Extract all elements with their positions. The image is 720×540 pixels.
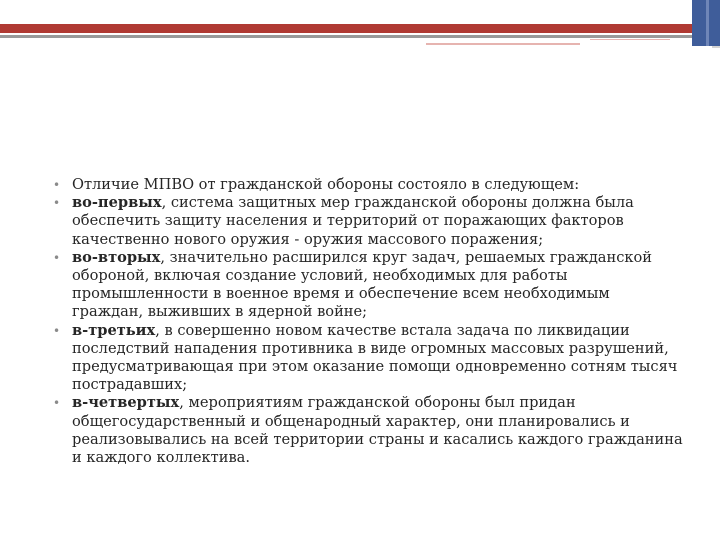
bullet-lead: в-третьих	[72, 321, 156, 339]
header-accent-line	[590, 39, 670, 40]
slide-body	[52, 176, 684, 467]
bullet-icon: •	[53, 178, 61, 192]
header-accent-line	[426, 43, 580, 45]
bullet-item	[52, 322, 684, 395]
bullet-lead: во-первых	[72, 194, 162, 212]
header-blue-stripe	[706, 0, 709, 46]
header-accent-line	[712, 46, 720, 48]
bullet-icon: •	[53, 396, 61, 411]
header-red-bar	[0, 24, 692, 33]
bullet-lead: в-четвертых	[72, 394, 180, 412]
bullet-text: Отличие МПВО от гражданской обороны состояло в следующем:	[72, 176, 580, 193]
bullet-item	[52, 249, 684, 322]
header-grey-line	[0, 35, 692, 38]
header-band	[0, 0, 692, 24]
bullet-icon: •	[53, 323, 61, 338]
bullet-item	[52, 194, 684, 249]
bullet-item	[52, 394, 684, 467]
bullet-text: , система защитных мер гражданской обороны должна была обеспечить защиту населения и территорий от поражающих факторов качественно нового оружия - оружия массового поражения;	[72, 194, 634, 248]
bullet-item	[52, 176, 684, 194]
bullet-list	[52, 176, 684, 467]
bullet-icon: •	[53, 196, 61, 211]
bullet-lead: во-вторых	[72, 248, 161, 266]
bullet-text: , в совершенно новом качестве встала задача по ликвидации последствий нападения противника в виде огромных массовых разрушений, предусматривающая при этом оказание помощи одновременно сотням тысяч пострадавших;	[72, 321, 678, 394]
bullet-text: , значительно расширился круг задач, решаемых гражданской обороной, включая создание условий, необходимых для работы промышленности в военное время и обеспечение всем необходимым граждан, выживших в ядерной войне;	[72, 248, 653, 321]
bullet-icon: •	[53, 250, 61, 265]
bullet-text: , мероприятиям гражданской обороны был придан общегосударственный и общенародный характер, они планировались и реализовывались на всей территории страны и касались каждого гражданина и каждого коллектива.	[72, 394, 683, 467]
